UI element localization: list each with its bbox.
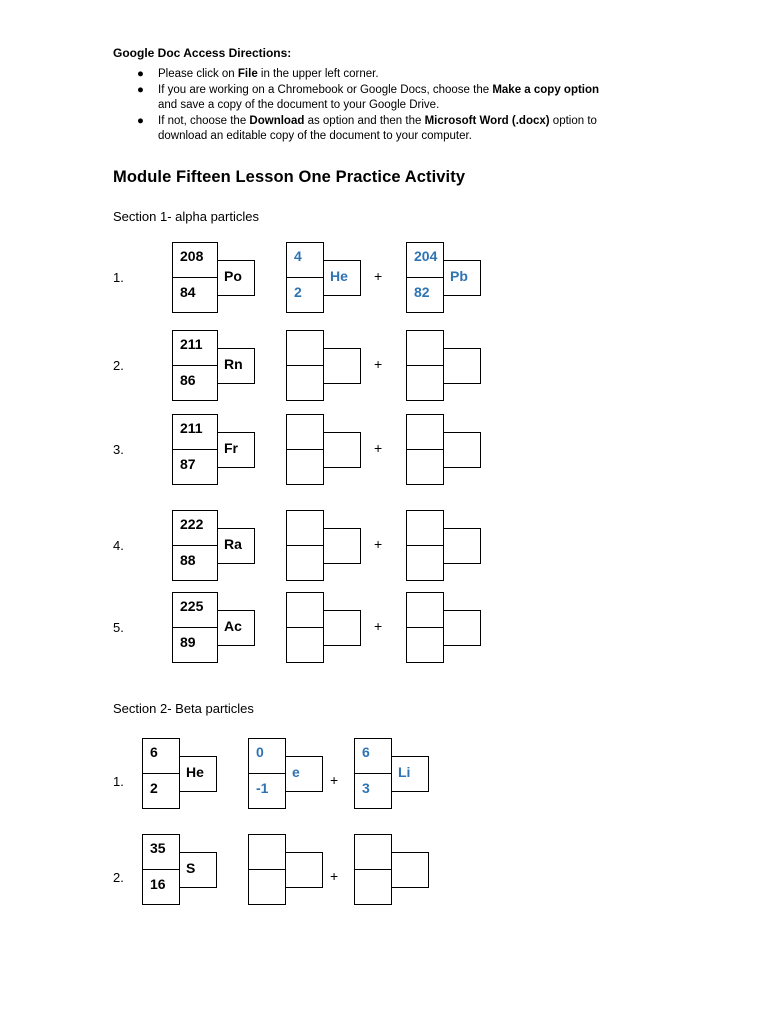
- product-2-atomic-number: 3: [362, 780, 370, 796]
- reactant-mass-number: 208: [180, 248, 204, 264]
- reactant-atomic-number: 89: [180, 634, 196, 650]
- product-1-symbol-box[interactable]: [323, 610, 361, 646]
- product-2-symbol-box[interactable]: [443, 348, 481, 384]
- product-2-mass-box[interactable]: [406, 414, 444, 450]
- product-2-atomic-number: 82: [414, 284, 430, 300]
- product-2-atomic-box[interactable]: [406, 627, 444, 663]
- plus-sign: +: [374, 356, 383, 372]
- section-1-title: Section 1- alpha particles: [113, 209, 259, 224]
- row-number: 1.: [113, 270, 124, 285]
- bullet-icon: ●: [137, 114, 144, 127]
- row-number: 4.: [113, 538, 124, 553]
- product-1-atomic-box: [286, 277, 324, 313]
- reactant-atomic-number: 88: [180, 552, 196, 568]
- plus-sign: +: [330, 868, 339, 884]
- reactant-mass-number: 35: [150, 840, 166, 856]
- reactant-mass-number: 211: [180, 420, 203, 436]
- row-number: 5.: [113, 620, 124, 635]
- reactant-atomic-number: 16: [150, 876, 166, 892]
- reactant-mass-number: 6: [150, 744, 158, 760]
- product-1-mass-box: [286, 242, 324, 278]
- reactant-atomic-box: [142, 773, 180, 809]
- reactant-symbol: Ac: [224, 618, 242, 634]
- reactant-symbol: S: [186, 860, 196, 876]
- product-1-atomic-box[interactable]: [286, 627, 324, 663]
- row-number: 2.: [113, 870, 124, 885]
- reactant-atomic-number: 2: [150, 780, 158, 796]
- product-1-mass-box[interactable]: [286, 592, 324, 628]
- product-2-mass-box[interactable]: [406, 592, 444, 628]
- product-1-mass-number: 4: [294, 248, 302, 264]
- plus-sign: +: [374, 440, 383, 456]
- reactant-atomic-number: 87: [180, 456, 196, 472]
- directions-item: ● If you are working on a Chromebook or Google Docs, choose the Make a copy option and save a copy of the document to your Google Drive.: [137, 83, 600, 111]
- product-2-mass-box[interactable]: [406, 330, 444, 366]
- product-2-atomic-box[interactable]: [354, 869, 392, 905]
- product-2-mass-number: 204: [414, 248, 438, 264]
- product-1-mass-number: 0: [256, 744, 264, 760]
- product-2-mass-box: [354, 738, 392, 774]
- product-1-atomic-box[interactable]: [286, 545, 324, 581]
- product-1-symbol-box[interactable]: [323, 528, 361, 564]
- product-1-symbol-box[interactable]: [323, 432, 361, 468]
- product-1-mass-box: [248, 738, 286, 774]
- directions-item: ● If not, choose the Download as option and then the Microsoft Word (.docx) option to download an editable copy of the document to your computer.: [137, 114, 597, 142]
- reactant-atomic-number: 84: [180, 284, 196, 300]
- row-number: 2.: [113, 358, 124, 373]
- product-1-atomic-number: -1: [256, 780, 269, 796]
- reactant-mass-number: 211: [180, 336, 203, 352]
- reactant-symbol-box: [179, 852, 217, 888]
- product-1-symbol: He: [330, 268, 348, 284]
- reactant-symbol: Po: [224, 268, 242, 284]
- plus-sign: +: [330, 772, 339, 788]
- reactant-symbol: He: [186, 764, 204, 780]
- reactant-symbol: Fr: [224, 440, 238, 456]
- product-1-symbol-box[interactable]: [285, 852, 323, 888]
- product-1-symbol-box[interactable]: [323, 348, 361, 384]
- product-1-atomic-box[interactable]: [248, 869, 286, 905]
- plus-sign: +: [374, 618, 383, 634]
- product-2-atomic-box[interactable]: [406, 545, 444, 581]
- directions-list: [137, 67, 657, 145]
- product-2-symbol-box[interactable]: [443, 432, 481, 468]
- product-2-mass-number: 6: [362, 744, 370, 760]
- product-2-atomic-box: [354, 773, 392, 809]
- product-1-atomic-box[interactable]: [286, 449, 324, 485]
- product-1-symbol: e: [292, 764, 300, 780]
- product-2-mass-box[interactable]: [406, 510, 444, 546]
- product-1-mass-box[interactable]: [286, 414, 324, 450]
- reactant-symbol: Rn: [224, 356, 243, 372]
- product-1-mass-box[interactable]: [248, 834, 286, 870]
- row-number: 1.: [113, 774, 124, 789]
- product-1-symbol-box: [285, 756, 323, 792]
- reactant-mass-box: [142, 738, 180, 774]
- directions-title: Google Doc Access Directions:: [113, 46, 292, 60]
- row-number: 3.: [113, 442, 124, 457]
- bullet-icon: ●: [137, 83, 144, 96]
- product-1-atomic-number: 2: [294, 284, 302, 300]
- directions-item: ● Please click on File in the upper left corner.: [137, 67, 657, 83]
- product-1-atomic-box[interactable]: [286, 365, 324, 401]
- product-2-symbol: Li: [398, 764, 411, 780]
- product-2-symbol: Pb: [450, 268, 468, 284]
- product-2-symbol-box[interactable]: [443, 610, 481, 646]
- reactant-symbol: Ra: [224, 536, 242, 552]
- page-title: Module Fifteen Lesson One Practice Activity: [113, 168, 466, 186]
- reactant-mass-number: 222: [180, 516, 204, 532]
- product-2-mass-box[interactable]: [354, 834, 392, 870]
- section-2-title: Section 2- Beta particles: [113, 701, 254, 716]
- product-1-mass-box[interactable]: [286, 330, 324, 366]
- product-2-symbol-box[interactable]: [443, 528, 481, 564]
- bullet-icon: ●: [137, 68, 144, 80]
- product-2-atomic-box[interactable]: [406, 365, 444, 401]
- reactant-atomic-number: 86: [180, 372, 196, 388]
- product-1-mass-box[interactable]: [286, 510, 324, 546]
- product-2-symbol-box[interactable]: [391, 852, 429, 888]
- plus-sign: +: [374, 536, 383, 552]
- plus-sign: +: [374, 268, 383, 284]
- product-2-atomic-box[interactable]: [406, 449, 444, 485]
- reactant-mass-number: 225: [180, 598, 204, 614]
